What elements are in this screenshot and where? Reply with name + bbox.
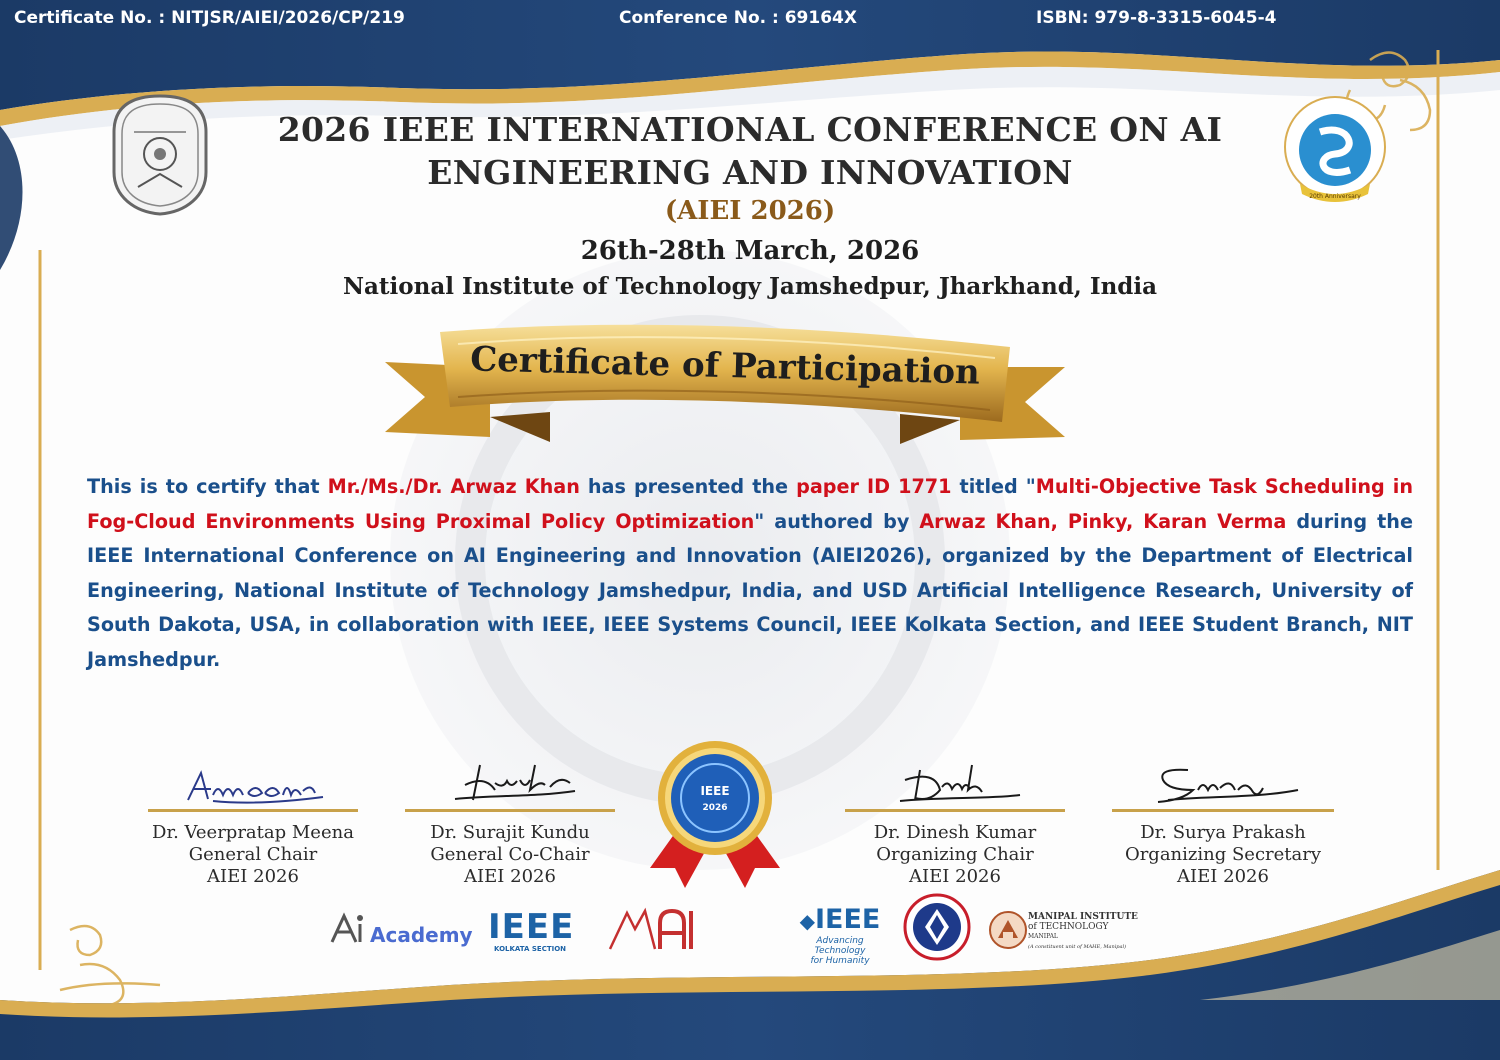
signatory-general-co-chair (405, 755, 615, 888)
signature-image (173, 765, 333, 805)
ieee-diamond-icon: ◆ (799, 909, 815, 933)
signatory-organizing-secretary (1112, 760, 1334, 888)
conference-dates: 26th-28th March, 2026 (580, 236, 920, 266)
body-authored-by: " authored by (754, 509, 920, 533)
conference-title-line2: ENGINEERING AND INNOVATION (427, 153, 1073, 192)
signatory-name: Dr. Surajit Kundu (430, 822, 590, 843)
manipal-crest-icon (988, 910, 1028, 950)
conference-title-line1: 2026 IEEE INTERNATIONAL CONFERENCE ON AI (277, 110, 1223, 149)
signatory-event: AIEI 2026 (207, 866, 299, 887)
signatory-general-chair (148, 765, 358, 888)
manipal-institute-logo (1028, 912, 1138, 952)
isbn-number: ISBN: 979-8-3315-6045-4 (1036, 8, 1277, 28)
signatory-name: Dr. Dinesh Kumar (873, 822, 1037, 843)
manipal-line-3: MANIPAL (1028, 933, 1058, 940)
seal-year: 2026 (702, 803, 728, 813)
ieee-kolkata-wordmark: IEEE (488, 907, 575, 947)
body-closing: during the IEEE International Conference on AI Engineering and Innovation (AIEI2026), organized by the Department of Electrical Engineering, National Institute of Technology Jamshedpur, India, and USD Artificial Intelligence Research, University of South Dakota, USA, in collaboration with IEEE, IEEE Systems Council, IEEE Kolkata Section, and IEEE Student Branch, NIT Jamshedpur. (87, 509, 1413, 671)
signatory-role: Organizing Chair (876, 844, 1034, 865)
signatory-name: Dr. Veerpratap Meena (152, 822, 354, 843)
ieee-tagline-1: Advancing Technology (814, 936, 866, 956)
certificate-title: Certificate of Participation (469, 339, 981, 393)
body-presented: has presented the (579, 475, 797, 498)
seal-text: IEEE (700, 784, 730, 798)
participant-name: Mr./Ms./Dr. Arwaz Khan (327, 475, 580, 498)
conference-number: Conference No. : 69164X (619, 8, 857, 28)
usd-ai-logo-icon (605, 905, 697, 951)
paper-authors: Arwaz Khan, Pinky, Karan Verma (919, 509, 1287, 533)
ieee-kolkata-subtitle: KOLKATA SECTION (493, 945, 567, 953)
signatory-organizing-chair (845, 755, 1065, 888)
signatory-name: Dr. Surya Prakash (1140, 822, 1306, 843)
signatory-role: Organizing Secretary (1124, 844, 1322, 865)
ieee-student-branch-logo-icon (903, 893, 971, 961)
ieee-main-wordmark: IEEE (815, 904, 881, 935)
ieee-kolkata-logo (488, 907, 575, 953)
signatory-role: General Chair (188, 844, 318, 865)
signatory-event: AIEI 2026 (1177, 866, 1269, 887)
signatory-event: AIEI 2026 (909, 866, 1001, 887)
signature-image (435, 755, 585, 805)
paper-id: paper ID 1771 (796, 475, 952, 498)
signatory-event: AIEI 2026 (464, 866, 556, 887)
signature-image (880, 755, 1030, 805)
ieee-main-logo (792, 905, 888, 966)
body-intro: This is to certify that (87, 475, 328, 498)
conference-seal-icon (645, 738, 785, 888)
manipal-line-1: MANIPAL INSTITUTE (1028, 912, 1138, 922)
ai-academy-logo-icon (328, 910, 368, 946)
conference-venue: National Institute of Technology Jamshedpur, Jharkhand, India (342, 273, 1158, 300)
ieee-tagline-2: for Humanity (810, 956, 870, 966)
body-titled: titled " (951, 475, 1036, 498)
systems-council-anniversary: 20th Anniversary (1309, 193, 1361, 200)
certificate-body-text (87, 470, 1413, 678)
manipal-line-4: (A constituent unit of MAHE, Manipal) (1028, 944, 1127, 950)
signatory-role: General Co-Chair (430, 844, 590, 865)
manipal-line-2: of TECHNOLOGY (1028, 922, 1109, 932)
certificate-number: Certificate No. : NITJSR/AIEI/2026/CP/219 (14, 8, 405, 28)
ai-academy-label: Academy (370, 923, 473, 947)
paper-title: Multi-Objective Task Scheduling in Fog-Cloud Environments Using Proximal Policy Optimization (87, 475, 1413, 533)
conference-acronym: (AIEI 2026) (664, 196, 836, 226)
conference-title (0, 108, 1500, 194)
signature-image (1138, 760, 1308, 805)
